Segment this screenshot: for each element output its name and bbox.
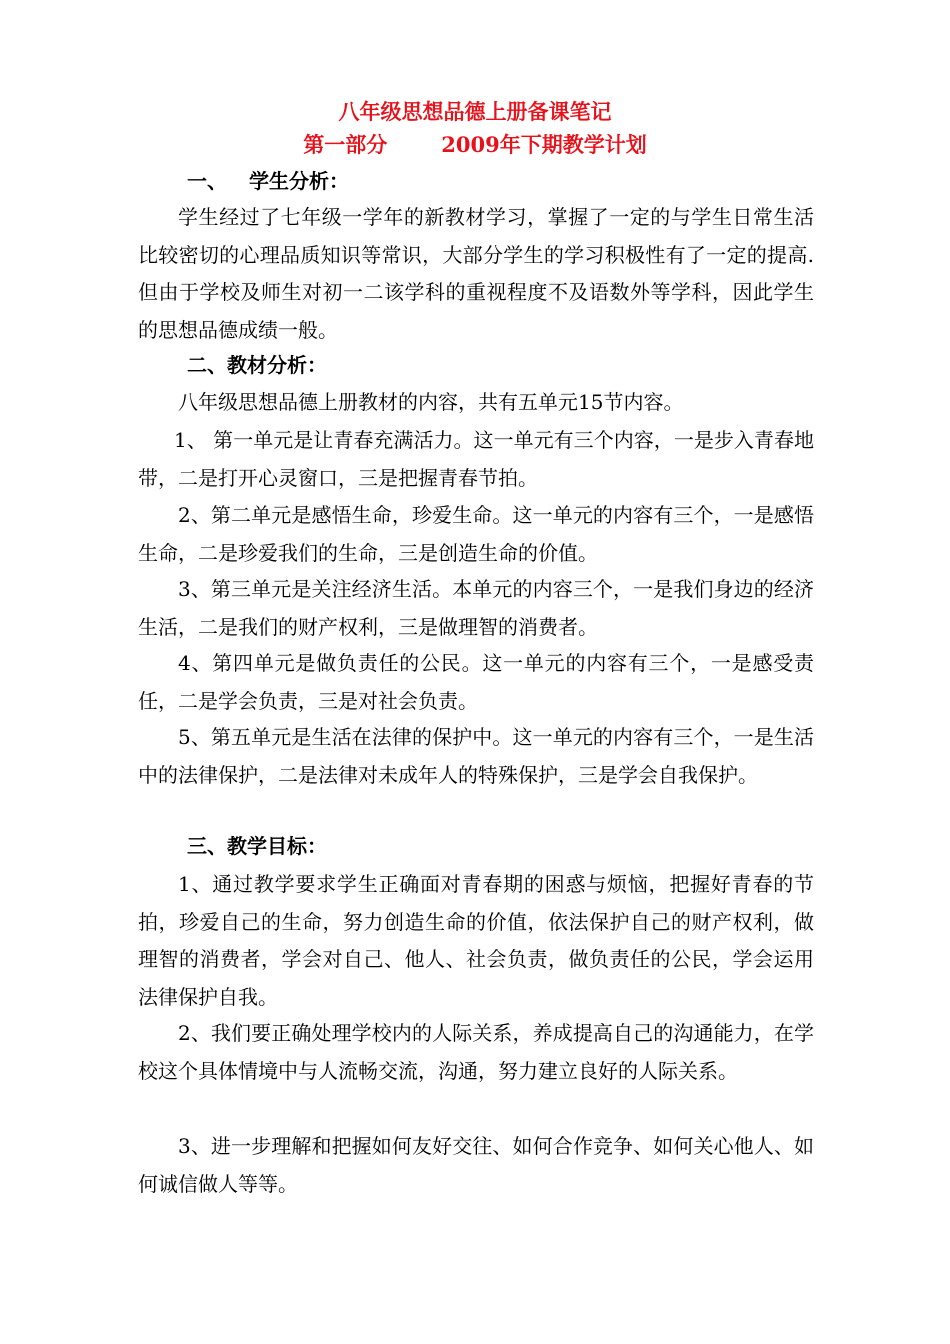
list-item-goal-1: 1、通过教学要求学生正确面对青春期的困惑与烦恼，把握好青春的节拍，珍爱自己的生命，努力创造生命的价值，依法保护自己的财产权利，做理智的消费者，学会对自己、他人、社会负责，做负责任的公民，学会运用法律保护自我。 xyxy=(138,872,814,1009)
list-item-unit-3: 3、第三单元是关注经济生活。本单元的内容三个，一是我们身边的经济生活，二是我们的财产权利，三是做理智的消费者。 xyxy=(138,577,814,639)
document-title: 八年级思想品德上册备课笔记 xyxy=(338,99,612,124)
section-heading-student-analysis xyxy=(187,167,349,195)
list-item-goal-3: 3、进一步理解和把握如何友好交往、如何合作竞争、如何关心他人、如何诚信做人等等。 xyxy=(138,1134,814,1196)
list-item-unit-1: 1、 第一单元是让青春充满活力。这一单元有三个内容，一是步入青春地带，二是打开心灵窗口，三是把握青春节拍。 xyxy=(138,428,814,490)
paragraph-student-analysis: 学生经过了七年级一学年的新教材学习，掌握了一定的与学生日常生活比较密切的心理品质知识等常识，大部分学生的学习积极性有了一定的提高.但由于学校及师生对初一二该学科的重视程度不及语数外等学科，因此学生的思想品德成绩一般。 xyxy=(138,205,814,342)
subtitle-part: 第一部分 xyxy=(303,132,388,157)
section-heading-textbook-analysis: 二、教材分析： xyxy=(187,353,327,377)
list-item-unit-5: 5、第五单元是生活在法律的保护中。这一单元的内容有三个，一是生活中的法律保护，二是法律对未成年人的特殊保护，三是学会自我保护。 xyxy=(138,725,814,787)
list-item-unit-4: 4、第四单元是做负责任的公民。这一单元的内容有三个，一是感受责任，二是学会负责，三是对社会负责。 xyxy=(138,651,814,713)
paragraph-textbook-intro: 八年级思想品德上册教材的内容，共有五单元15节内容。 xyxy=(178,390,684,414)
section-heading-teaching-goals: 三、教学目标： xyxy=(187,834,327,858)
section-number: 一、 xyxy=(187,169,227,193)
document-subtitle xyxy=(0,131,950,159)
section-heading-label: 学生分析： xyxy=(249,169,349,193)
list-item-goal-2: 2、我们要正确处理学校内的人际关系，养成提高自己的沟通能力，在学校这个具体情境中与人流畅交流，沟通，努力建立良好的人际关系。 xyxy=(138,1021,814,1083)
list-item-unit-2: 2、第二单元是感悟生命，珍爱生命。这一单元的内容有三个，一是感悟生命，二是珍爱我们的生命，三是创造生命的价值。 xyxy=(138,503,814,565)
subtitle-plan: 2009年下期教学计划 xyxy=(441,132,647,157)
